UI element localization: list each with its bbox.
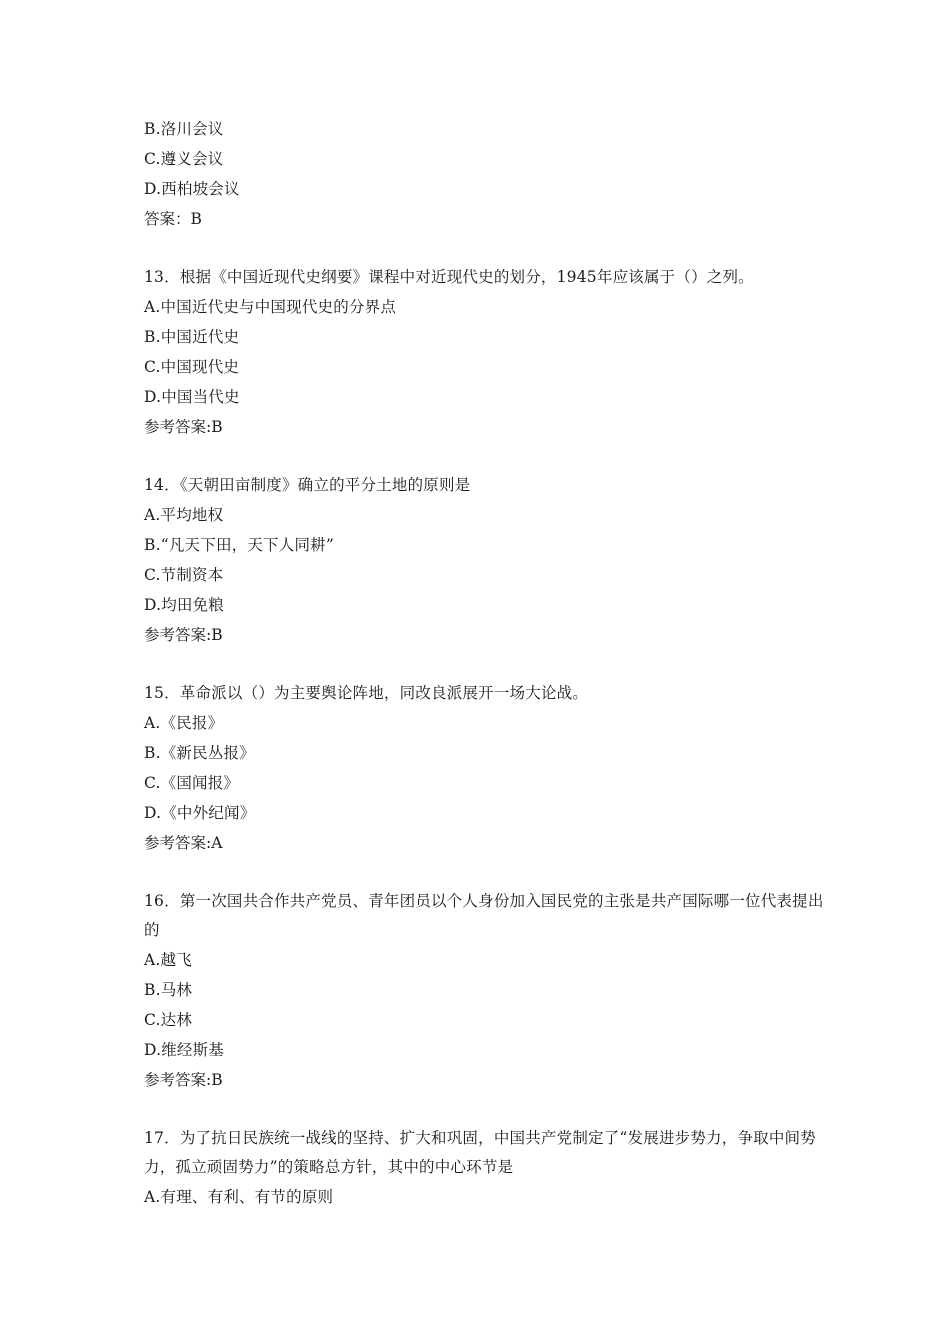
option-c: C.遵义会议 [144,150,224,168]
question-title: 14．《天朝田亩制度》确立的平分土地的原则是 [144,476,471,494]
answer-text: 参考答案:A [144,834,223,852]
option-a: A.中国近代史与中国现代史的分界点 [144,298,397,316]
option-a: A.平均地权 [144,506,224,524]
option-b: B.中国近代史 [144,328,240,346]
option-a: A.《民报》 [144,714,224,732]
answer-text: 答案：B [144,210,202,228]
question-title: 15．革命派以（）为主要舆论阵地，同改良派展开一场大论战。 [144,684,589,702]
question-12-tail [144,114,824,234]
option-c: C.《国闻报》 [144,774,240,792]
option-d: D.《中外纪闻》 [144,804,256,822]
question-15 [144,679,824,858]
option-d: D.西柏坡会议 [144,180,240,198]
question-16 [144,887,824,1095]
question-title: 16．第一次国共合作共产党员、青年团员以个人身份加入国民党的主张是共产国际哪一位代表提出的 [144,892,824,939]
option-a: A.有理、有利、有节的原则 [144,1188,334,1206]
question-title: 13．根据《中国近现代史纲要》课程中对近现代史的划分，1945年应该属于（）之列。 [144,268,754,286]
option-b: B.《新民丛报》 [144,744,255,762]
question-14 [144,471,824,650]
answer-text: 参考答案:B [144,418,223,436]
question-17 [144,1124,824,1212]
option-b: B.马林 [144,981,193,999]
answer-text: 参考答案:B [144,1071,223,1089]
answer-text: 参考答案:B [144,626,223,644]
document-page [144,114,824,1212]
option-d: D.均田免粮 [144,596,225,614]
option-c: C.节制资本 [144,566,224,584]
option-c: C.达林 [144,1011,193,1029]
option-c: C.中国现代史 [144,358,240,376]
option-b: B.洛川会议 [144,120,224,138]
question-13 [144,263,824,442]
option-b: B.“凡天下田，天下人同耕” [144,536,334,554]
option-d: D.维经斯基 [144,1041,225,1059]
option-a: A.越飞 [144,951,192,969]
question-title: 17．为了抗日民族统一战线的坚持、扩大和巩固，中国共产党制定了“发展进步势力，争取中间势力，孤立顽固势力”的策略总方针，其中的中心环节是 [144,1129,816,1176]
option-d: D.中国当代史 [144,388,240,406]
